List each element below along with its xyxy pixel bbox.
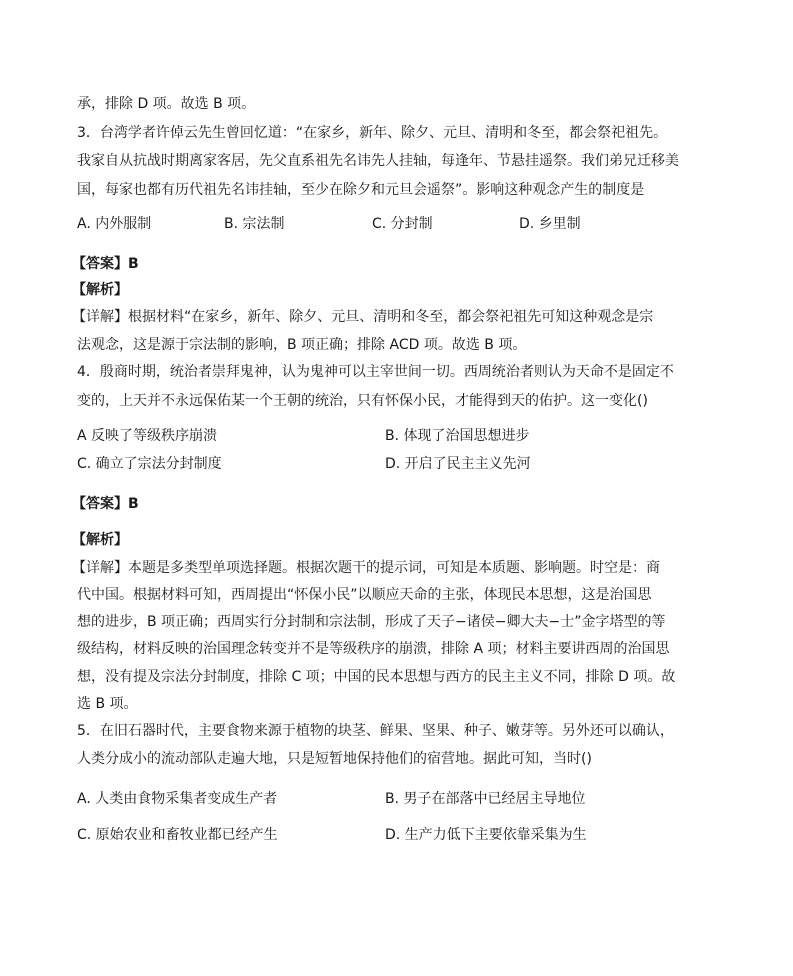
q4-option-a: A 反映了等级秩序崩溃 (77, 428, 218, 444)
q3-detail-line-1: 【详解】根据材料“在家乡，新年、除夕、元旦、清明和冬至，都会祭祀祖先可知这种观念是宗 (72, 309, 654, 325)
q3-stem-line-1: 3．台湾学者许倬云先生曾回忆道：“在家乡，新年、除夕、元旦、清明和冬至，都会祭祀祖先。 (77, 125, 668, 141)
q4-detail-line-1: 【详解】本题是多类型单项选择题。根据次题干的提示词，可知是本质题、影响题。时空是：商 (72, 560, 660, 576)
q4-detail-line-2: 代中国。根据材料可知，西周提出“怀保小民”以顺应天命的主张，体现民本思想，这是治国思 (77, 587, 652, 603)
q4-analysis-title: 【解析】 (72, 532, 128, 548)
q5-option-d: D. 生产力低下主要依靠采集为生 (385, 827, 587, 843)
q2-tail: 承，排除 D 项。故选 B 项。 (77, 96, 256, 112)
q4-stem-line-1: 4．殷商时期，统治者崇拜鬼神，认为鬼神可以主宰世间一切。西周统治者则认为天命不是固定不 (77, 364, 674, 380)
q3-stem-line-3: 国，每家也都有历代祖先名讳挂轴，至少在除夕和元旦会遥祭”。影响这种观念产生的制度是 (77, 182, 645, 198)
q5-option-a: A. 人类由食物采集者变成生产者 (77, 791, 278, 807)
q4-option-b: B. 体现了治国思想进步 (385, 428, 530, 444)
q3-analysis-title: 【解析】 (72, 282, 128, 298)
q5-option-c: C. 原始农业和畜牧业都已经产生 (77, 827, 278, 843)
q4-stem-line-2: 变的，上天并不永远保佑某一个王朝的统治，只有怀保小民，才能得到天的佑护。这一变化() (77, 393, 648, 409)
q3-option-c: C. 分封制 (372, 216, 433, 232)
q5-stem-line-2: 人类分成小的流动部队走遍大地，只是短暂地保持他们的宿营地。据此可知，当时() (77, 751, 592, 767)
q4-answer: 【答案】B (72, 496, 139, 512)
q4-option-c: C. 确立了宗法分封制度 (77, 456, 222, 472)
q4-detail-line-4: 级结构，材料反映的治国理念转变并不是等级秩序的崩溃，排除 A 项；材料主要讲西周的治国思 (77, 641, 670, 657)
q3-option-b: B. 宗法制 (224, 216, 285, 232)
q5-option-b: B. 男子在部落中已经居主导地位 (385, 791, 586, 807)
q4-detail-line-3: 想的进步，B 项正确；西周实行分封制和宗法制，形成了天子−诸侯−卿大夫−士”金字塔型的等 (77, 614, 666, 630)
q3-option-d: D. 乡里制 (519, 216, 581, 232)
q3-answer: 【答案】B (72, 256, 139, 272)
q3-detail-line-2: 法观念，这是源于宗法制的影响，B 项正确；排除 ACD 项。故选 B 项。 (77, 337, 527, 353)
q4-detail-line-5: 想，没有提及宗法分封制度，排除 C 项；中国的民本思想与西方的民主主义不同，排除 D 项。故 (77, 669, 676, 685)
q3-stem-line-2: 我家自从抗战时期离家客居，先父直系祖先名讳先人挂轴，每逢年、节悬挂遥祭。我们弟兄迁移美 (77, 153, 679, 169)
q4-detail-line-6: 选 B 项。 (77, 696, 138, 712)
q4-option-d: D. 开启了民主主义先河 (385, 456, 531, 472)
q3-option-a: A. 内外服制 (77, 216, 152, 232)
q5-stem-line-1: 5．在旧石器时代，主要食物来源于植物的块茎、鲜果、坚果、种子、嫩芽等。另外还可以确认， (77, 723, 674, 739)
